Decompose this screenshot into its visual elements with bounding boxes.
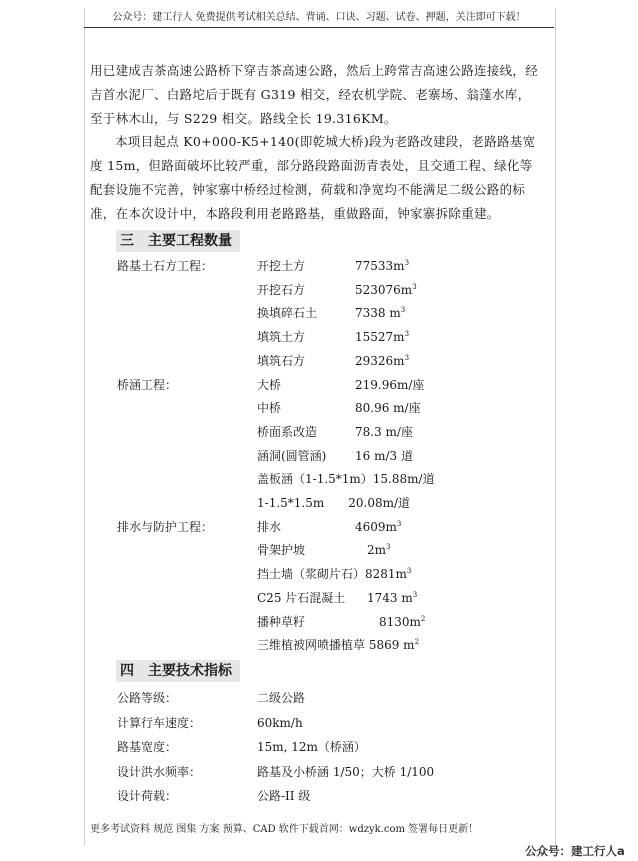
list-item (0, 373, 638, 397)
row-item: 涵洞(圆管涵) (257, 448, 327, 463)
list-item (0, 467, 638, 491)
row-cat: 公路等级： (117, 691, 178, 705)
list-item (0, 349, 638, 373)
list-item (0, 491, 638, 515)
unit-exponent: 3 (412, 282, 417, 291)
row-item: 盖板涵（1-1.5*1m）15.88m/道 (257, 472, 435, 487)
row-item: 1-1.5*1.5m 20.08m/道 (257, 496, 411, 510)
section-title-quantities: 三 主要工程数量 (116, 230, 240, 252)
row-val: 29326m (355, 353, 405, 368)
value-with-unit (355, 538, 390, 562)
value-with-unit (355, 610, 425, 634)
row-item: 排水 (257, 519, 282, 534)
row-val: 1743 m (355, 590, 413, 605)
list-item (0, 735, 638, 759)
list-item (0, 396, 638, 420)
list-item (0, 444, 638, 468)
row-item: 桥面系改造 (257, 424, 318, 439)
value-with-unit (257, 562, 411, 586)
row-item: 路基及小桥涵 1/50；大桥 1/100 (257, 764, 435, 779)
row-item: C25 片石混凝土 (257, 590, 346, 605)
row-val: 219.96m/座 (355, 377, 425, 392)
row-item: 填筑石方 (257, 353, 306, 368)
unit-exponent: 3 (404, 353, 410, 362)
row-item: 15m, 12m（桥涵） (257, 740, 366, 754)
row-val: 80.96 m/座 (355, 401, 421, 416)
row-item: 挡土墙（浆砌片石）8281m (257, 567, 407, 582)
list-item (0, 515, 638, 539)
value-with-unit (355, 349, 409, 373)
row-cat: 路基宽度： (117, 740, 178, 754)
list-item (0, 760, 638, 784)
row-val: 2m (355, 543, 387, 558)
list-item (0, 420, 638, 444)
row-item: 开挖石方 (257, 282, 306, 297)
row-val: 523076m (355, 282, 413, 297)
row-item: 播种草籽 (257, 614, 306, 629)
row-cat: 桥涵工程： (117, 377, 178, 392)
row-item: 填筑土方 (257, 330, 306, 345)
list-item (0, 586, 638, 610)
row-cat: 设计荷载： (117, 789, 178, 803)
row-cat: 排水与防护工程： (117, 519, 214, 534)
value-with-unit (355, 586, 417, 610)
page-header: 公众号：建工行人 免费提供考试相关总结、背诵、口诀、习题、试卷、押题，关注即可下载！ (84, 8, 554, 28)
unit-exponent: 3 (412, 590, 418, 599)
value-with-unit (355, 254, 409, 278)
footer-note: 更多考试资料 规范 图集 方案 预算、CAD 软件下载首网：wdzyk.com 签署每日更新！ (90, 824, 479, 835)
list-item (0, 278, 638, 302)
row-cat: 设计洪水频率： (117, 764, 202, 779)
row-item: 中桥 (257, 401, 282, 416)
row-item: 三维植被网喷播植草 5869 m (257, 638, 415, 653)
row-cat: 计算行车速度： (117, 715, 202, 730)
list-item (0, 254, 638, 278)
list-item (0, 633, 638, 657)
row-item: 换填碎石土 (257, 306, 318, 321)
row-val: 7338 m (355, 306, 401, 321)
row-val: 16 m/3 道 (355, 448, 413, 463)
unit-exponent: 3 (386, 543, 391, 552)
value-with-unit (257, 633, 419, 657)
row-item: 骨架护坡 (257, 543, 306, 558)
list-item (0, 325, 638, 349)
list-item (0, 686, 638, 710)
list-item (0, 562, 638, 586)
footer-watermark: 公众号：建工行人a (525, 844, 625, 858)
value-with-unit (355, 325, 409, 349)
paragraph-route: 用已建成吉茶高速公路桥下穿吉茶高速公路，然后上跨常吉高速公路连接线，经吉首水泥厂、白路坨后于既有 G319 相交，经农机学院、老寨场、翁蓬水库，至于林木山，与 S229 相交。路线全长 19.316KM。 (90, 63, 539, 126)
row-item: 60km/h (257, 715, 303, 730)
row-item: 二级公路 (257, 691, 306, 705)
list-item (0, 301, 638, 325)
unit-exponent: 2 (414, 638, 420, 647)
list-item (0, 711, 638, 735)
row-cat: 路基土石方工程： (117, 259, 214, 273)
row-item: 开挖土方 (257, 259, 306, 273)
unit-exponent: 3 (406, 567, 412, 576)
row-val: 15527m (355, 330, 405, 345)
unit-exponent: 3 (404, 259, 410, 267)
value-with-unit (355, 278, 417, 302)
row-item: 大桥 (257, 377, 282, 392)
row-val: 8130m (355, 614, 421, 629)
unit-exponent: 2 (420, 614, 426, 623)
value-with-unit (355, 301, 405, 325)
row-val: 78.3 m/座 (355, 424, 413, 439)
value-with-unit (355, 515, 401, 539)
paragraph-project: 本项目起点 K0+000-K5+140(即乾城大桥)段为老路改建段，老路路基宽度 15m，但路面破坏比较严重，部分路段路面沥青表处，且交通工程、绿化等配套设施不完善，钟家寨中桥经过检测，荷载和净宽均不能满足二级公路的标准，在本次设计中，本路段利用老路路基，重做路面，钟家寨拆除重建。 (90, 134, 536, 221)
list-item (0, 538, 638, 562)
list-item (0, 784, 638, 808)
unit-exponent: 3 (396, 519, 402, 528)
section-title-indicators: 四 主要技术指标 (116, 660, 240, 682)
row-val: 4609m (355, 519, 397, 534)
row-item: 公路-II 级 (257, 789, 311, 803)
unit-exponent: 3 (400, 306, 406, 315)
list-item (0, 610, 638, 634)
unit-exponent: 3 (404, 330, 410, 339)
row-val: 77533m (355, 259, 405, 273)
